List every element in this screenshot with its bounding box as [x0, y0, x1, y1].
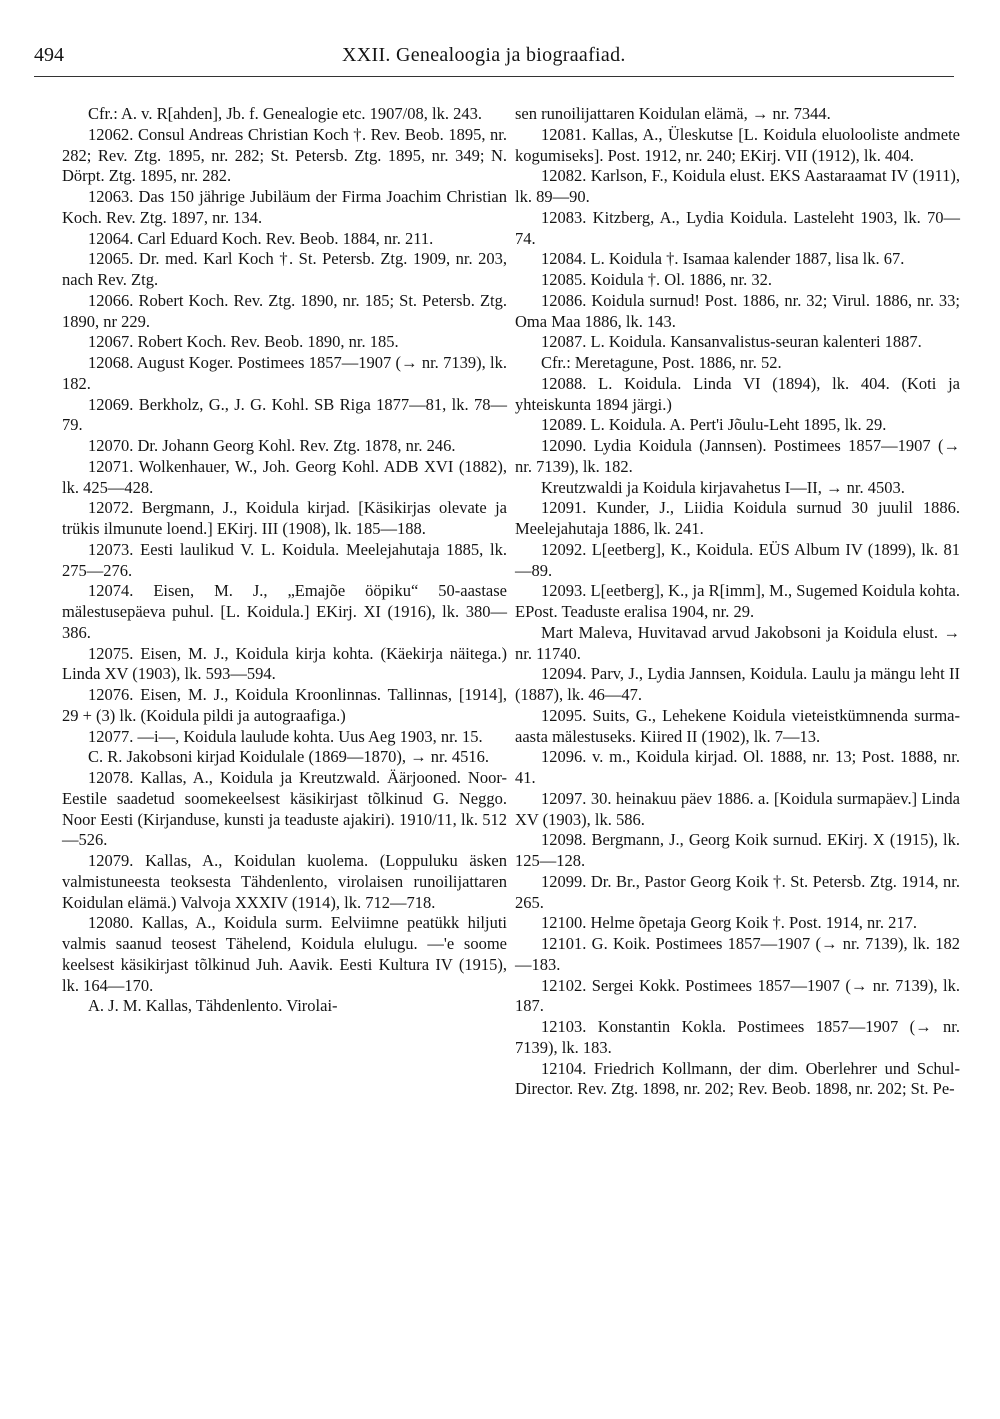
bibliography-entry: 12096. v. m., Koidula kirjad. Ol. 1888, nr. 13; Post. 1888, nr. 41.: [515, 747, 960, 787]
page-number: 494: [34, 44, 64, 66]
bibliography-entry: Mart Maleva, Huvitavad arvud Jakobsoni ja Koidula elust. → nr. 11740.: [515, 622, 960, 663]
bibliography-entry: Cfr.: A. v. R[ahden], Jb. f. Genealogie etc. 1907/08, lk. 243.: [88, 104, 482, 123]
bibliography-entry: 12078. Kallas, A., Koidula ja Kreutzwald. Äärjooned. Noor-Eestile saadetud soomekeelsest käsikirjast tõlkinud G. Neggo. Noor Eesti (Kirjanduse, kunsti ja teaduste ajakiri). 1910/11, lk. 512—526.: [62, 768, 507, 850]
bibliography-entry: 12101. G. Koik. Postimees 1857—1907 (→ nr. 7139), lk. 182—183.: [515, 934, 960, 974]
bibliography-entry: 12062. Consul Andreas Christian Koch †. Rev. Beob. 1895, nr. 282; Rev. Ztg. 1895, nr. 282; St. Petersb. Ztg. 1895, nr. 349; N. Dörpt. Ztg. 1895, nr. 282.: [62, 124, 507, 186]
bibliography-entry: 12086. Koidula surnud! Post. 1886, nr. 32; Virul. 1886, nr. 33; Oma Maa 1886, lk. 143.: [515, 290, 960, 331]
running-title: XXII. Genealoogia ja biograafiad.: [342, 44, 626, 66]
bibliography-entry: 12079. Kallas, A., Koidulan kuolema. (Loppuluku äsken valmistuneesta teoksesta Tähdenlento, virolaisen runoilijattaren Koidulan elämä.) Valvoja XXXIV (1914), lk. 712—718.: [62, 851, 507, 912]
bibliography-entry: 12097. 30. heinakuu päev 1886. a. [Koidula surmapäev.] Linda XV (1903), lk. 586.: [515, 788, 960, 829]
bibliography-entry: 12075. Eisen, M. J., Koidula kirja kohta. (Käekirja näitega.) Linda XV (1903), lk. 593—594.: [62, 643, 507, 684]
bibliography-entry: 12071. Wolkenhauer, W., Joh. Georg Kohl. ADB XVI (1882), lk. 425—428.: [62, 456, 507, 497]
bibliography-entry: 12090. Lydia Koidula (Jannsen). Postimees 1857—1907 (→ nr. 7139), lk. 182.: [515, 436, 960, 476]
bibliography-entry: 12099. Dr. Br., Pastor Georg Koik †. St. Petersb. Ztg. 1914, nr. 265.: [515, 871, 960, 912]
left-column: [62, 104, 507, 1017]
page-header: [34, 42, 954, 72]
bibliography-entry: 12081. Kallas, A., Üleskutse [L. Koidula eluolooliste andmete kogumiseks]. Post. 1912, nr. 240; EKirj. VII (1912), lk. 404.: [515, 124, 960, 165]
bibliography-entry: 12087. L. Koidula. Kansanvalistus-seuran kalenteri 1887.: [541, 332, 922, 352]
bibliography-entry: A. J. M. Kallas, Tähdenlento. Virolai-: [88, 996, 338, 1016]
bibliography-entry: 12068. August Koger. Postimees 1857—1907 (→ nr. 7139), lk. 182.: [62, 353, 507, 393]
bibliography-entry: C. R. Jakobsoni kirjad Koidulale (1869—1870), → nr. 4516.: [88, 747, 490, 767]
bibliography-entry: 12074. Eisen, M. J., „Emajõe ööpiku“ 50-aastase mälestusepäeva puhul. [L. Koidula.] EKirj. XI (1916), lk. 380—386.: [62, 581, 507, 642]
bibliography-entry: 12080. Kallas, A., Koidula surm. Eelviimne peatükk hiljuti valmis saanud teosest Tähelend, Koidula elulugu. —'e soome keelsest käsikirjast tõlkinud Juh. Aavik. Eesti Kultura IV (1915), lk. 164—170.: [62, 913, 507, 995]
bibliography-entry: 12093. L[eetberg], K., ja R[imm], M., Sugemed Koidula kohta. EPost. Teaduste eralisa 1904, nr. 29.: [515, 581, 960, 621]
bibliography-entry: 12103. Konstantin Kokla. Postimees 1857—1907 (→ nr. 7139), lk. 183.: [515, 1017, 960, 1057]
bibliography-entry: 12070. Dr. Johann Georg Kohl. Rev. Ztg. 1878, nr. 246.: [88, 436, 456, 455]
bibliography-entry: 12063. Das 150 jährige Jubiläum der Firma Joachim Christian Koch. Rev. Ztg. 1897, nr. 134.: [62, 187, 507, 227]
bibliography-entry: 12064. Carl Eduard Koch. Rev. Beob. 1884, nr. 211.: [88, 228, 434, 248]
bibliography-entry: 12067. Robert Koch. Rev. Beob. 1890, nr. 185.: [88, 332, 399, 352]
bibliography-entry: 12095. Suits, G., Lehekene Koidula vieteistkümnenda surma-aasta mälestuseks. Kiired II (1902), lk. 7—13.: [515, 705, 960, 746]
bibliography-entry: 12065. Dr. med. Karl Koch †. St. Petersb. Ztg. 1909, nr. 203, nach Rev. Ztg.: [62, 249, 507, 289]
bibliography-entry: 12098. Bergmann, J., Georg Koik surnud. EKirj. X (1915), lk. 125—128.: [515, 830, 960, 870]
bibliography-entry: 12084. L. Koidula †. Isamaa kalender 1887, lisa lk. 67.: [541, 249, 905, 269]
bibliography-entry: 12088. L. Koidula. Linda VI (1894), lk. 404. (Koti ja yhteiskunta 1894 järgi.): [515, 373, 960, 414]
bibliography-entry: 12072. Bergmann, J., Koidula kirjad. [Käsikirjas olevate ja trükis ilmunute loend.] EKirj. III (1908), lk. 185—188.: [62, 498, 507, 538]
bibliography-entry: 12082. Karlson, F., Koidula elust. EKS Aastaraamat IV (1911), lk. 89—90.: [515, 166, 960, 206]
bibliography-entry: Kreutzwaldi ja Koidula kirjavahetus I—II, → nr. 4503.: [541, 477, 905, 497]
bibliography-entry: 12077. —i—, Koidula laulude kohta. Uus Aeg 1903, nr. 15.: [88, 726, 483, 746]
bibliography-entry: 12100. Helme õpetaja Georg Koik †. Post. 1914, nr. 217.: [541, 913, 917, 933]
bibliography-entry: 12076. Eisen, M. J., Koidula Kroonlinnas. Tallinnas, [1914], 29 + (3) lk. (Koidula pildi ja autograafiga.): [62, 685, 507, 725]
right-column: [515, 104, 960, 1100]
bibliography-entry: 12104. Friedrich Kollmann, der dim. Oberlehrer und Schul-Director. Rev. Ztg. 1898, nr. 202; Rev. Beob. 1898, nr. 202; St. Pe-: [515, 1058, 960, 1099]
bibliography-entry: 12091. Kunder, J., Liidia Koidula surnud 30 juulil 1886. Meelejahutaja 1886, lk. 241.: [515, 498, 960, 538]
bibliography-entry: Cfr.: Meretagune, Post. 1886, nr. 52.: [541, 353, 782, 372]
bibliography-entry: sen runoilijattaren Koidulan elämä, → nr. 7344.: [515, 104, 831, 123]
bibliography-entry: 12069. Berkholz, G., J. G. Kohl. SB Riga 1877—81, lk. 78—79.: [62, 394, 507, 435]
bibliography-entry: 12094. Parv, J., Lydia Jannsen, Koidula. Laulu ja mängu leht II (1887), lk. 46—47.: [515, 664, 960, 704]
header-rule: [34, 76, 954, 77]
bibliography-entry: 12102. Sergei Kokk. Postimees 1857—1907 (→ nr. 7139), lk. 187.: [515, 975, 960, 1016]
bibliography-entry: 12089. L. Koidula. A. Pert'i Jõulu-Leht 1895, lk. 29.: [541, 415, 887, 435]
bibliography-entry: 12066. Robert Koch. Rev. Ztg. 1890, nr. 185; St. Petersb. Ztg. 1890, nr 229.: [62, 290, 507, 331]
bibliography-entry: 12083. Kitzberg, A., Lydia Koidula. Lasteleht 1903, lk. 70—74.: [515, 207, 960, 248]
bibliography-entry: 12085. Koidula †. Ol. 1886, nr. 32.: [541, 270, 772, 289]
bibliography-entry: 12092. L[eetberg], K., Koidula. EÜS Album IV (1899), lk. 81—89.: [515, 539, 960, 580]
bibliography-entry: 12073. Eesti laulikud V. L. Koidula. Meelejahutaja 1885, lk. 275—276.: [62, 539, 507, 580]
